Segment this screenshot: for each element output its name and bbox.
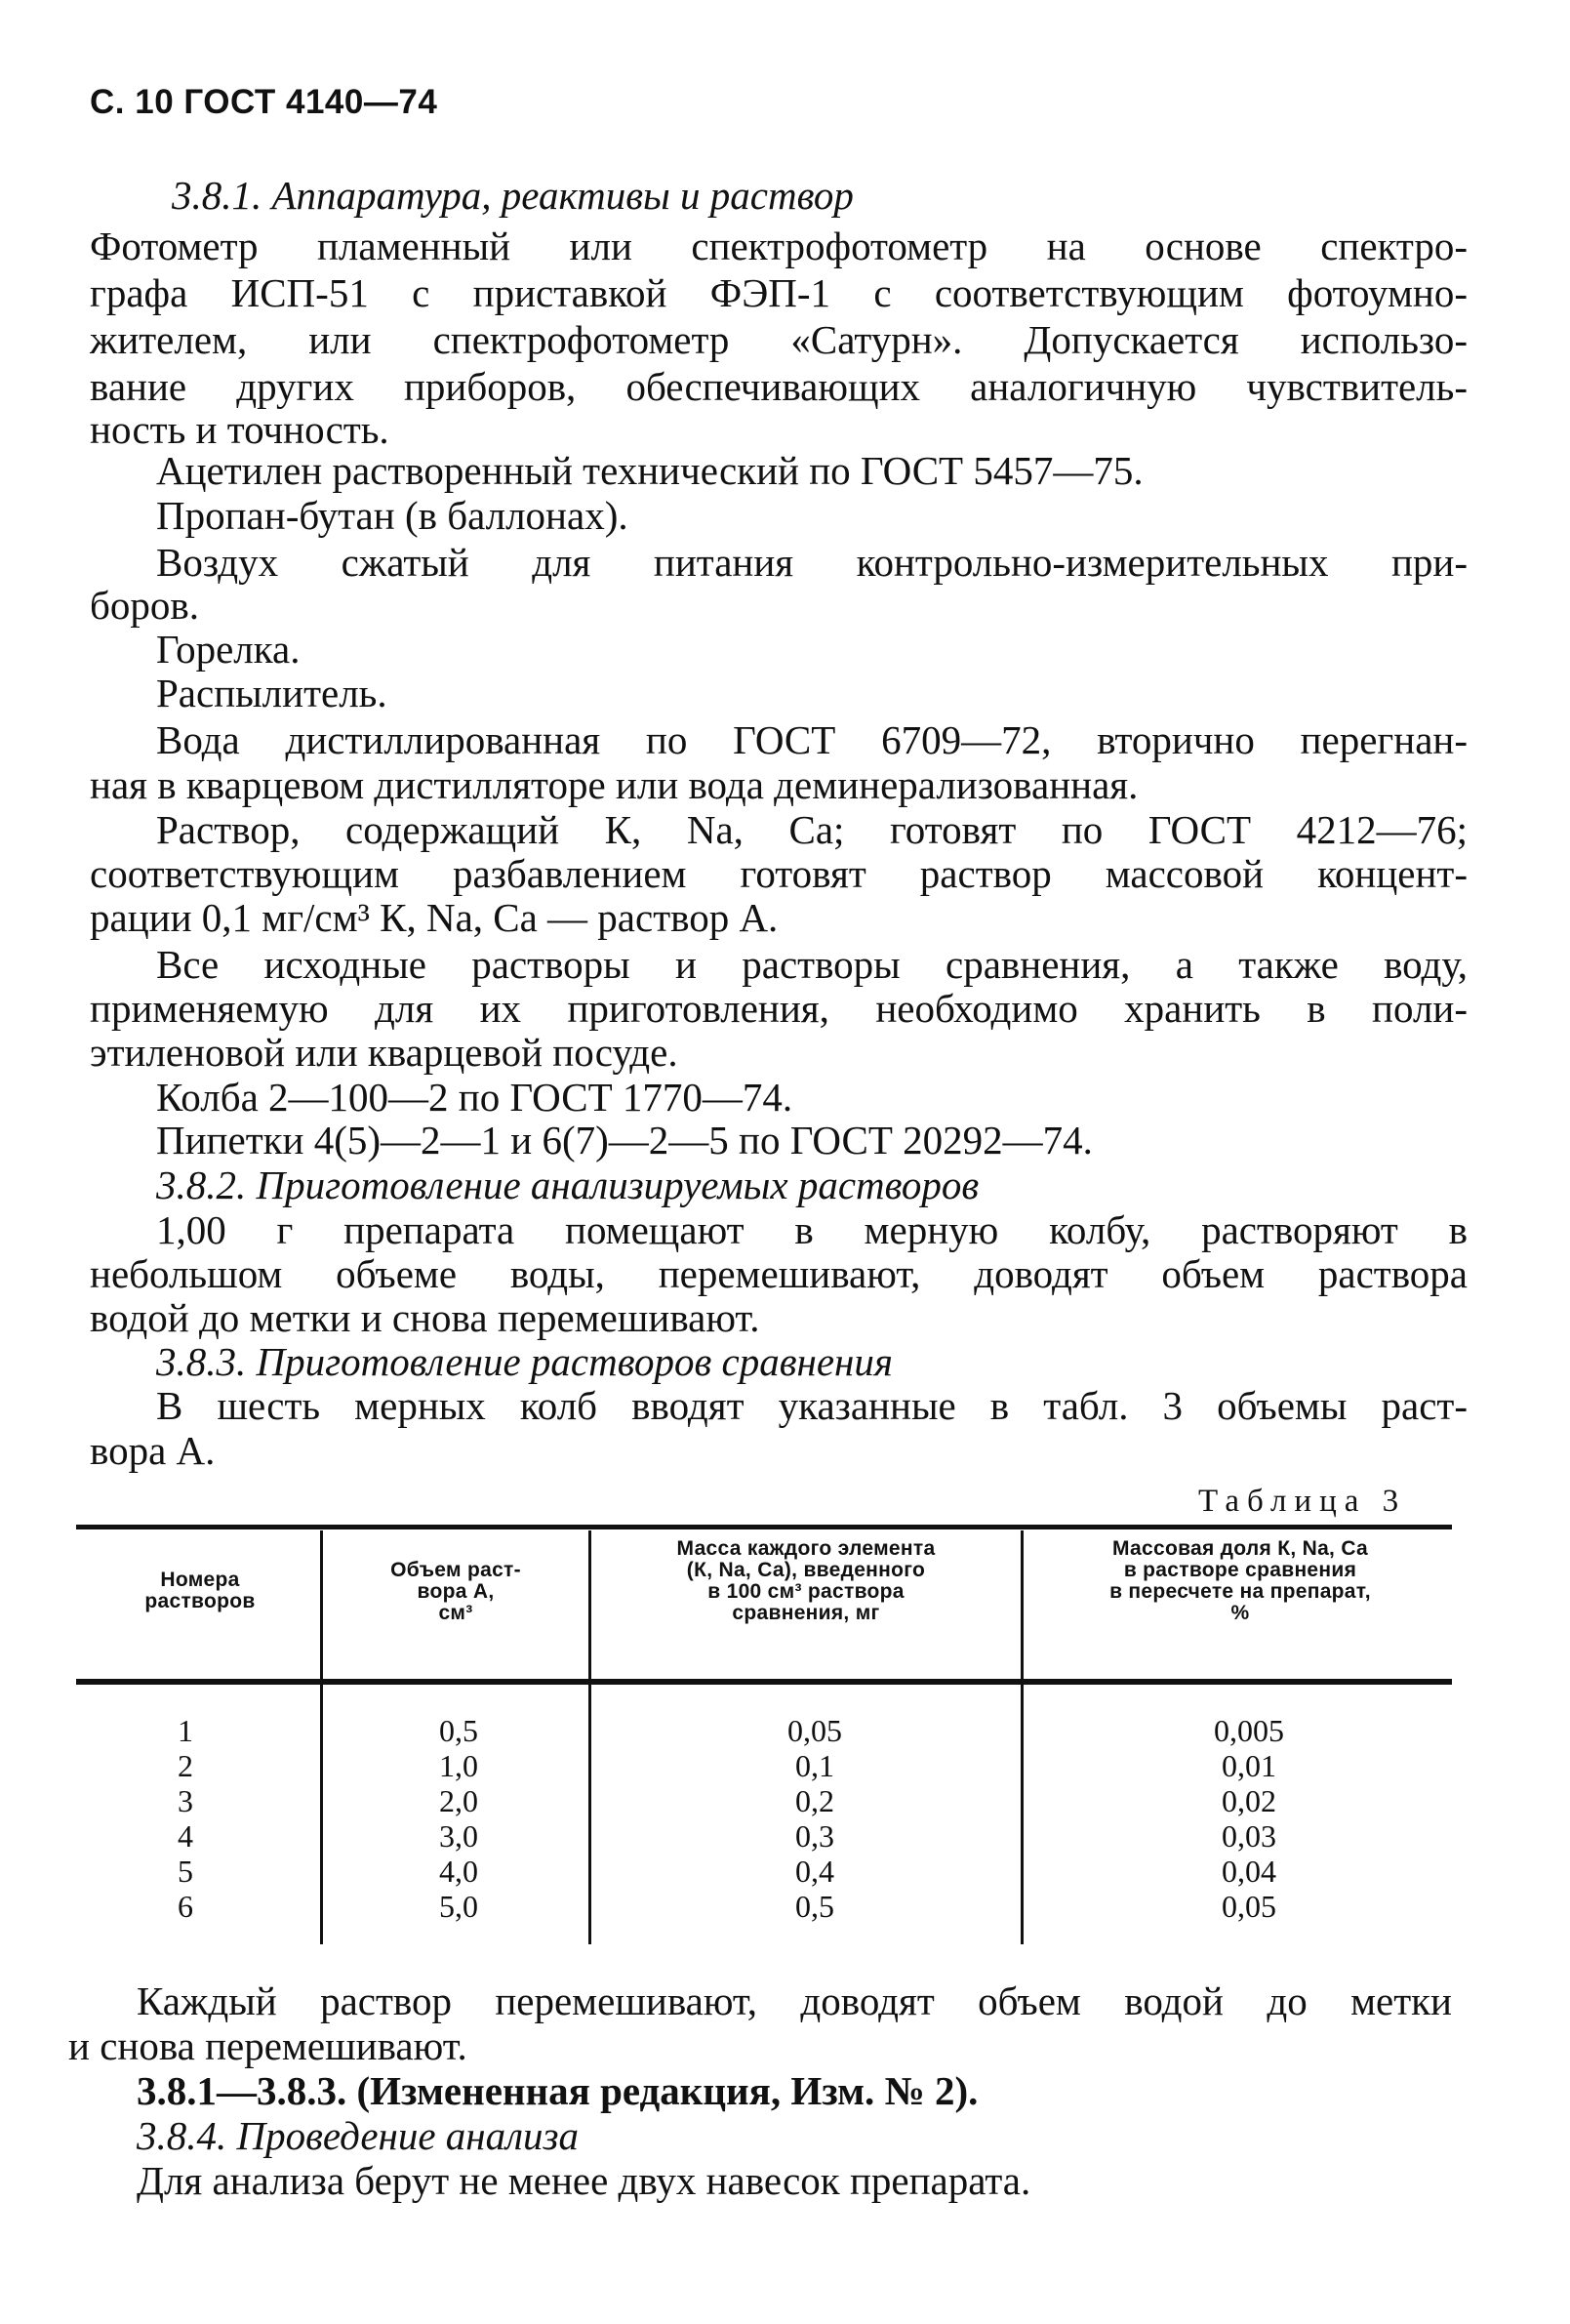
table-cell: 2,0 bbox=[439, 1783, 478, 1818]
text-line: рации 0,1 мг/см³ К, Na, Са — раствор А. bbox=[90, 895, 779, 940]
amendment-note: 3.8.1—3.8.3. (Измененная редакция, Изм. № 2). bbox=[137, 2068, 979, 2113]
table-cell: 0,1 bbox=[795, 1748, 834, 1783]
table-caption: Таблица 3 bbox=[1198, 1484, 1407, 1519]
text-line: боров. bbox=[90, 583, 199, 628]
table-column-mass bbox=[742, 1713, 888, 1924]
table-top-rule bbox=[76, 1525, 1452, 1529]
table-cell: 0,005 bbox=[1214, 1713, 1284, 1748]
table-cell: 0,02 bbox=[1222, 1783, 1276, 1818]
section-title-3-8-3: 3.8.3. Приготовление растворов сравнения bbox=[156, 1339, 893, 1384]
text-line: и снова перемешивают. bbox=[68, 2023, 467, 2068]
text-line: ная в кварцевом дистилляторе или вода деминерализованная. bbox=[90, 762, 1139, 807]
section-title-3-8-1: 3.8.1. Аппаратура, реактивы и раствор bbox=[172, 173, 854, 218]
table-cell: 0,04 bbox=[1222, 1854, 1276, 1889]
text-line: Раствор, содержащий К, Na, Са; готовят по ГОСТ 4212—76; bbox=[156, 807, 1468, 852]
table-cell: 0,3 bbox=[795, 1818, 834, 1854]
table-cell: 4 bbox=[178, 1818, 193, 1854]
table-column-volume bbox=[390, 1713, 527, 1924]
text-line: 1,00 г препарата помещают в мерную колбу, растворяют в bbox=[156, 1207, 1468, 1252]
table-cell: 0,4 bbox=[795, 1854, 834, 1889]
table-cell: 0,03 bbox=[1222, 1818, 1276, 1854]
table-cell: 5 bbox=[178, 1854, 193, 1889]
table-header-cell: Массовая доля К, Na, Са в растворе сравнения в пересчете на препарат, % bbox=[1109, 1537, 1371, 1624]
text-line: Для анализа берут не менее двух навесок препарата. bbox=[137, 2158, 1031, 2203]
text-line: этиленовой или кварцевой посуде. bbox=[90, 1030, 678, 1075]
column-divider bbox=[588, 1689, 591, 1944]
table-cell: 0,01 bbox=[1222, 1748, 1276, 1783]
text-line: Распылитель. bbox=[156, 671, 387, 715]
table-column-fraction bbox=[1171, 1713, 1327, 1924]
text-line: Каждый раствор перемешивают, доводят объем водой до метки bbox=[137, 1978, 1452, 2023]
text-line: Фотометр пламенный или спектрофотометр на основе спектро- bbox=[90, 224, 1468, 268]
table-cell: 4,0 bbox=[439, 1854, 478, 1889]
table-header-cell: Объем раст- вора А, см³ bbox=[390, 1559, 521, 1624]
table-column-numbers bbox=[127, 1713, 244, 1924]
column-divider bbox=[320, 1689, 323, 1944]
text-line: соответствующим разбавлением готовят раствор массовой концент- bbox=[90, 851, 1468, 896]
table-cell: 0,5 bbox=[795, 1889, 834, 1924]
section-title-3-8-2: 3.8.2. Приготовление анализируемых растворов bbox=[156, 1162, 980, 1207]
table-cell: 3,0 bbox=[439, 1818, 478, 1854]
text-line: Пропан-бутан (в баллонах). bbox=[156, 493, 628, 538]
section-title-3-8-4: 3.8.4. Проведение анализа bbox=[137, 2113, 580, 2158]
text-line: небольшом объеме воды, перемешивают, доводят объем раствора bbox=[90, 1251, 1468, 1296]
table-cell: 1,0 bbox=[439, 1748, 478, 1783]
table-cell: 0,5 bbox=[439, 1713, 478, 1748]
text-line: вора А. bbox=[90, 1428, 216, 1473]
text-line: графа ИСП-51 с приставкой ФЭП-1 с соответствующим фотоумно- bbox=[90, 270, 1468, 315]
text-line: Вода дистиллированная по ГОСТ 6709—72, вторично перегнан- bbox=[156, 717, 1468, 762]
text-line: В шесть мерных колб вводят указанные в табл. 3 объемы раст- bbox=[156, 1383, 1468, 1428]
table-cell: 0,2 bbox=[795, 1783, 834, 1818]
text-line: вание других приборов, обеспечивающих аналогичную чувствитель- bbox=[90, 364, 1468, 409]
page-header: С. 10 ГОСТ 4140—74 bbox=[90, 83, 438, 121]
table-header-cell: Номера растворов bbox=[144, 1569, 256, 1612]
text-line: Пипетки 4(5)—2—1 и 6(7)—2—5 по ГОСТ 20292—74. bbox=[156, 1118, 1093, 1162]
text-line: Воздух сжатый для питания контрольно-измерительных при- bbox=[156, 540, 1468, 585]
table-header-rule bbox=[76, 1679, 1452, 1685]
text-line: Все исходные растворы и растворы сравнения, а также воду, bbox=[156, 942, 1468, 987]
table-cell: 0,05 bbox=[787, 1713, 842, 1748]
text-line: Горелка. bbox=[156, 627, 301, 672]
text-line: применяемую для их приготовления, необходимо хранить в поли- bbox=[90, 986, 1468, 1031]
table-cell: 1 bbox=[178, 1713, 193, 1748]
text-line: жителем, или спектрофотометр «Сатурн». Допускается использо- bbox=[90, 317, 1468, 362]
text-line: Колба 2—100—2 по ГОСТ 1770—74. bbox=[156, 1075, 793, 1120]
column-divider bbox=[1021, 1689, 1024, 1944]
text-line: водой до метки и снова перемешивают. bbox=[90, 1295, 760, 1340]
table-cell: 0,05 bbox=[1222, 1889, 1276, 1924]
text-line: ность и точность. bbox=[90, 407, 389, 452]
table-cell: 2 bbox=[178, 1748, 193, 1783]
text-line: Ацетилен растворенный технический по ГОСТ 5457—75. bbox=[156, 448, 1144, 493]
table-cell: 5,0 bbox=[439, 1889, 478, 1924]
table-header-cell: Масса каждого элемента (К, Na, Са), введенного в 100 см³ раствора сравнения, мг bbox=[676, 1537, 936, 1624]
table-cell: 6 bbox=[178, 1889, 193, 1924]
table-cell: 3 bbox=[178, 1783, 193, 1818]
